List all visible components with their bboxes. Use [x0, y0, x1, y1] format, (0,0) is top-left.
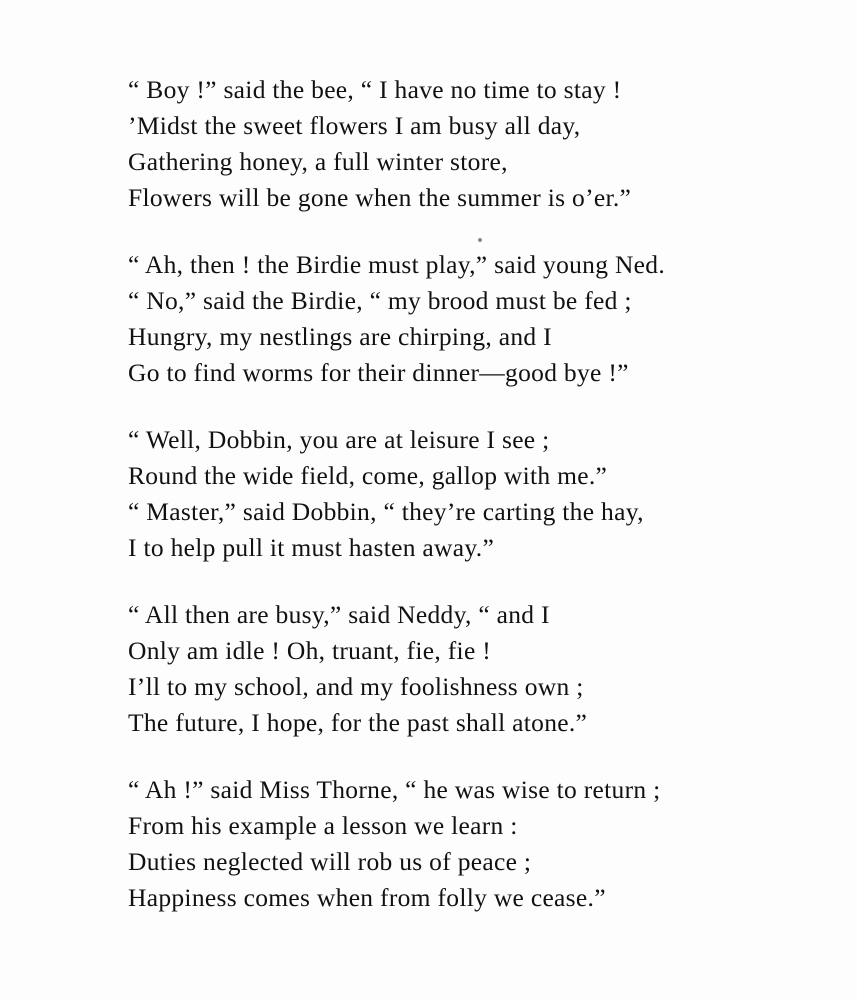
poem-line: Duties neglected will rob us of peace ;: [128, 847, 532, 876]
poem-line: From his example a lesson we learn :: [128, 811, 518, 840]
poem-line: “ Master,” said Dobbin, “ they’re carting the hay,: [128, 497, 644, 526]
stanza: [128, 422, 665, 566]
poem-line: “ Ah, then ! the Birdie must play,” said young Ned.: [128, 250, 666, 279]
poem-line: Hungry, my nestlings are chirping, and I: [128, 322, 552, 351]
stanza: [128, 72, 665, 216]
poem: [128, 72, 665, 947]
poem-line: Only am idle ! Oh, truant, fie, fie !: [128, 636, 492, 665]
poem-line: I to help pull it must hasten away.”: [128, 533, 495, 562]
poem-line: “ Boy !” said the bee, “ I have no time to stay !: [128, 75, 622, 104]
poem-line: Flowers will be gone when the summer is o’er.”: [128, 183, 632, 212]
poem-line: Round the wide field, come, gallop with me.”: [128, 461, 608, 490]
stanza: [128, 597, 665, 741]
poem-line: “ All then are busy,” said Neddy, “ and I: [128, 600, 550, 629]
poem-line: Happiness comes when from folly we cease.”: [128, 883, 606, 912]
poem-line: ’Midst the sweet flowers I am busy all day,: [128, 111, 581, 140]
poem-line: “ Well, Dobbin, you are at leisure I see ;: [128, 425, 550, 454]
stanza: [128, 772, 665, 916]
poem-line: “ No,” said the Birdie, “ my brood must be fed ;: [128, 286, 632, 315]
poem-line: Gathering honey, a full winter store,: [128, 147, 508, 176]
stanza: [128, 247, 665, 391]
poem-line: Go to find worms for their dinner—good bye !”: [128, 358, 629, 387]
poem-line: “ Ah !” said Miss Thorne, “ he was wise to return ;: [128, 775, 661, 804]
poem-line: I’ll to my school, and my foolishness own ;: [128, 672, 584, 701]
poem-line: The future, I hope, for the past shall atone.”: [128, 708, 588, 737]
